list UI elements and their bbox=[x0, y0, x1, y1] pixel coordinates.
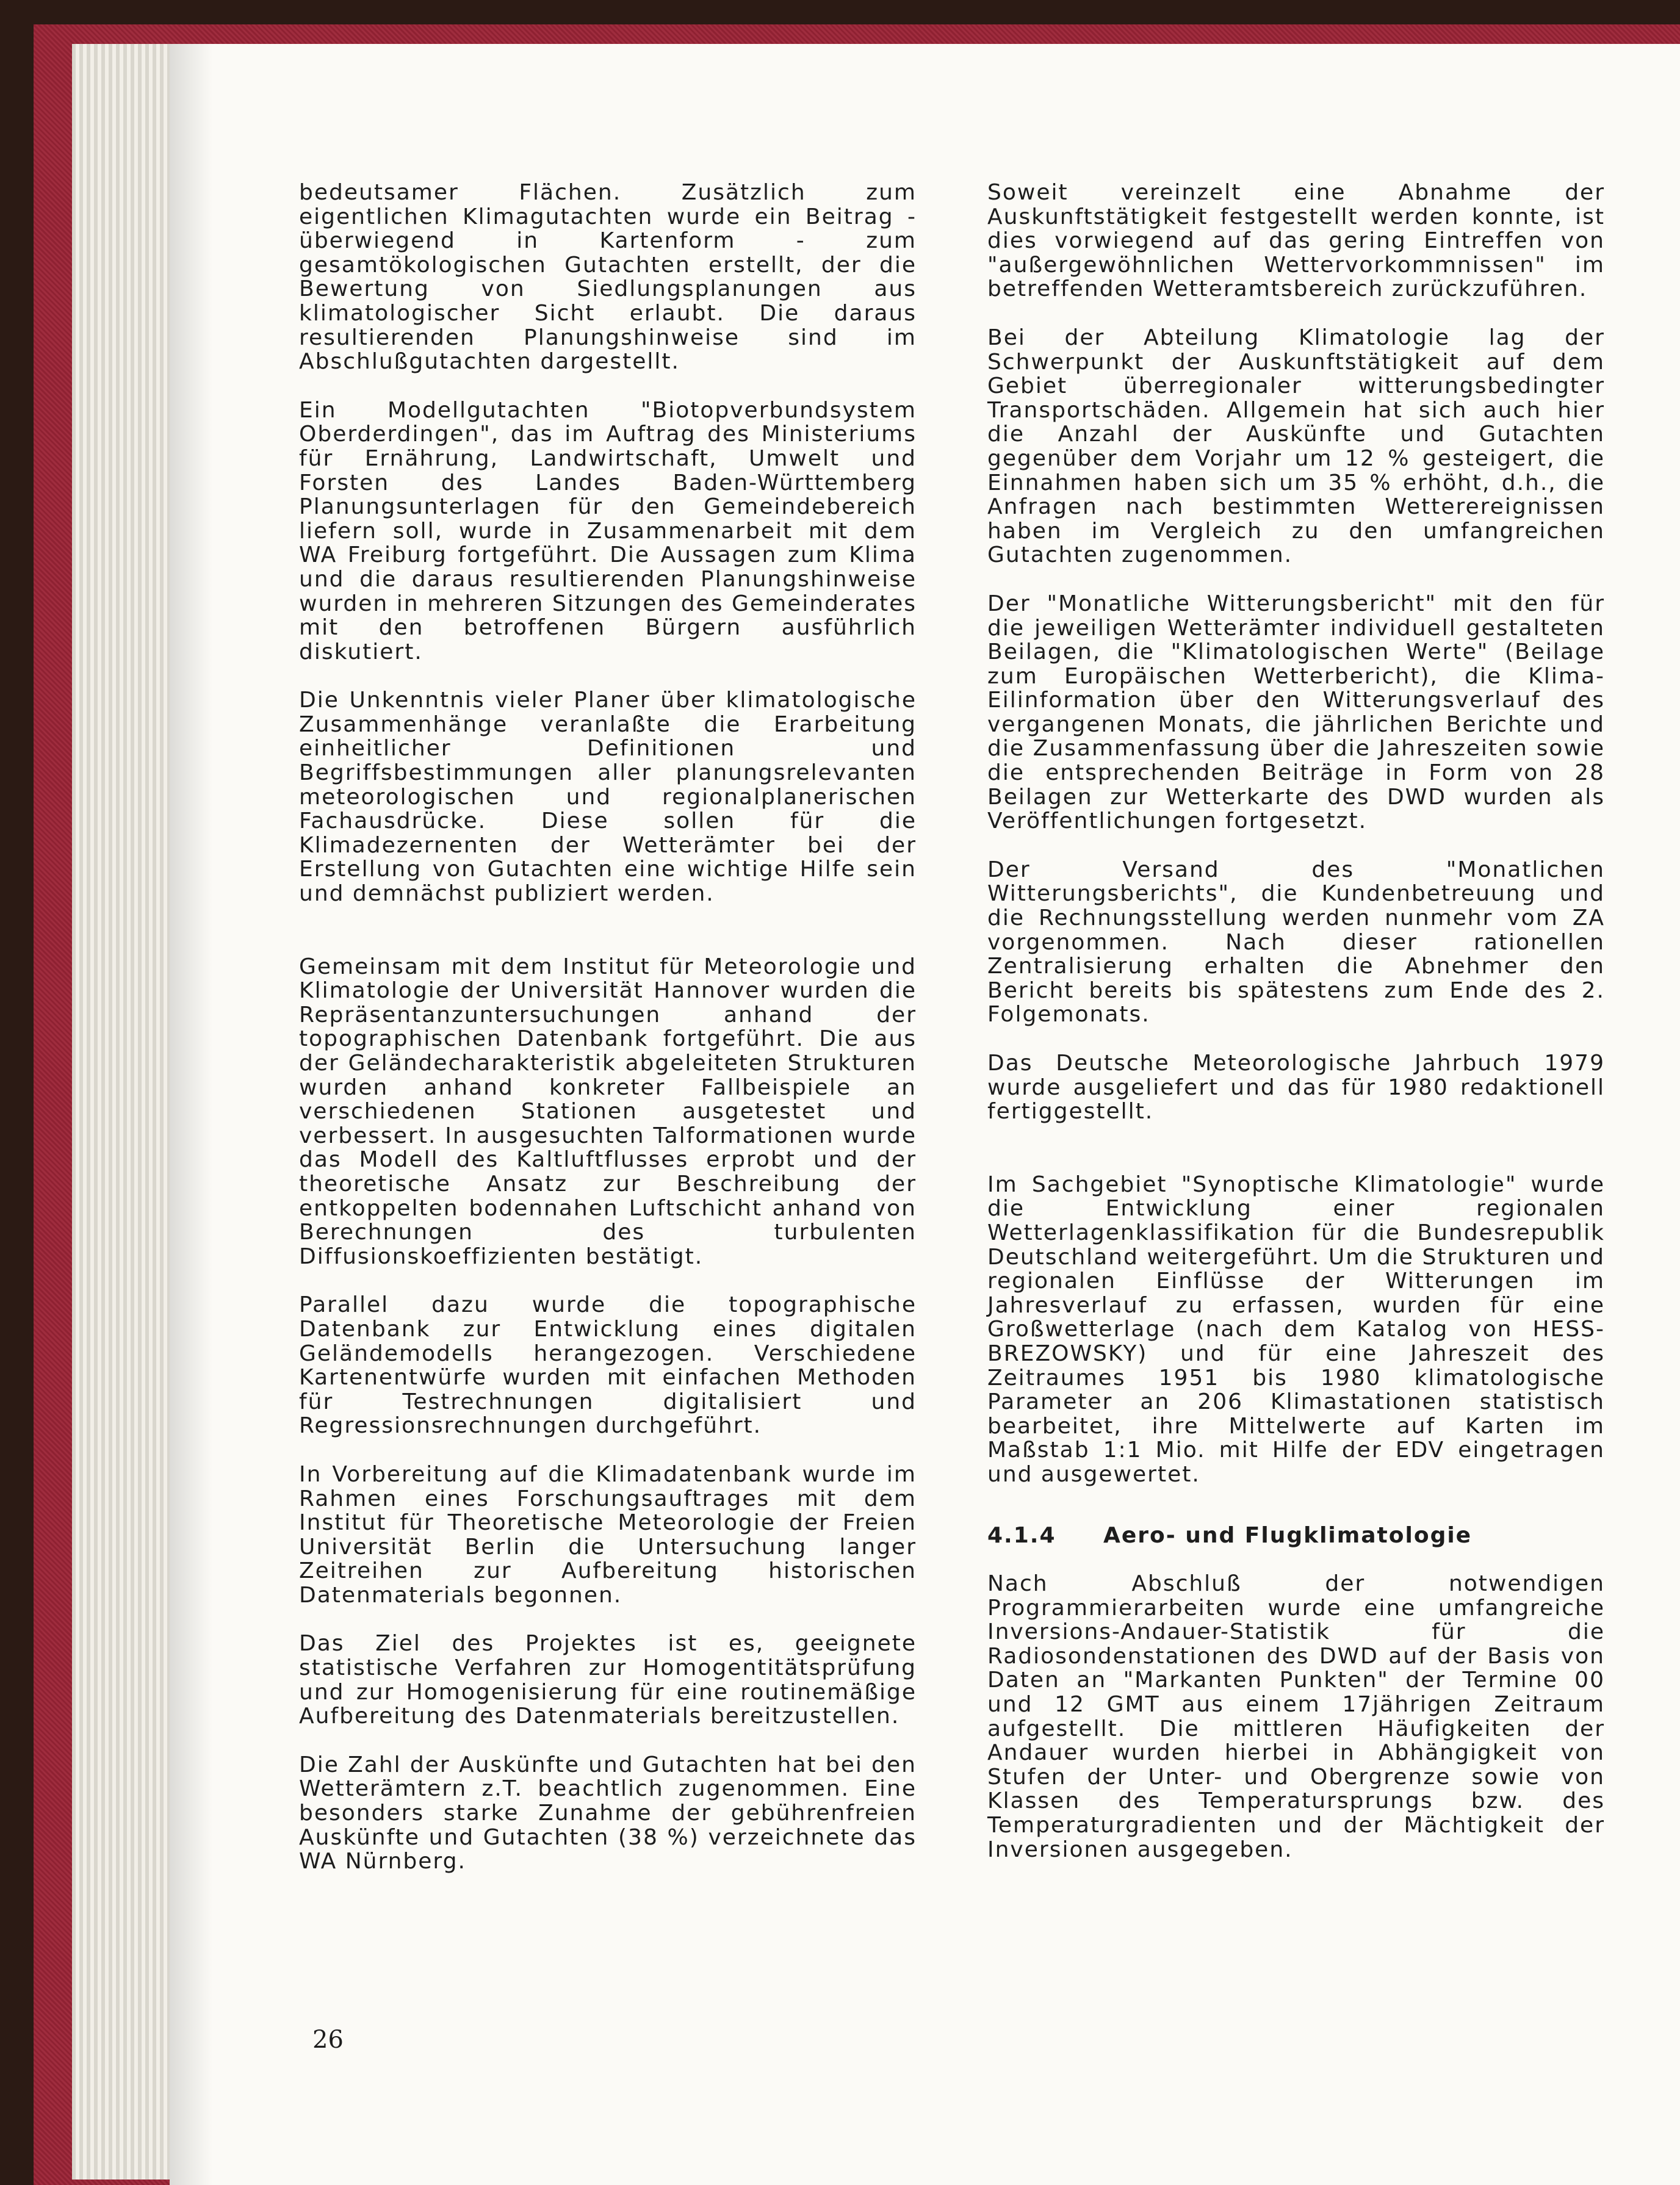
paragraph: Das Ziel des Projektes ist es, geeignete statistische Verfahren zur Homogentitätsprüfung und zur Homogenisierung für eine routinemäßige Aufbereitung des Datenmaterials bereitzustellen. bbox=[299, 1631, 917, 1729]
section-number: 4.1.4 bbox=[987, 1522, 1056, 1548]
paragraph: Im Sachgebiet "Synoptische Klimatologie" wurde die Entwicklung einer regionalen Wetterlagenklassifikation für die Bundesrepublik Deutschland weitergeführt. Um die Strukturen und regionalen Einflüsse der Witterungen im Jahresverlauf zu erfassen, wurden für eine Großwetterlage (nach dem Katalog von HESS-BREZOWSKY) und für eine Jahreszeit des Zeitraumes 1951 bis 1980 klimatologische Parameter an 206 Klimastationen statistisch bearbeitet, ihre Mittelwerte auf Karten im Maßstab 1:1 Mio. mit Hilfe der EDV eingetragen und ausgewertet. bbox=[987, 1172, 1605, 1487]
paragraph: Der Versand des "Monatlichen Witterungsberichts", die Kundenbetreuung und die Rechnungsstellung werden nunmehr vom ZA vorgenommen. Nach dieser rationellen Zentralisierung erhalten die Abnehmer den Bericht bereits bis spätestens zum Ende des 2. Folgemonats. bbox=[987, 857, 1605, 1028]
left-text-column bbox=[299, 181, 917, 1898]
paragraph: Parallel dazu wurde die topographische Datenbank zur Entwicklung eines digitalen Geländemodells herangezogen. Verschiedene Kartenentwürfe wurden mit einfachen Methoden für Testrechnungen digitalisiert und Regressionsrechnungen durchgeführt. bbox=[299, 1292, 917, 1439]
section-title: Aero- und Flugklimatologie bbox=[1103, 1522, 1473, 1548]
paragraph: Das Deutsche Meteorologische Jahrbuch 1979 wurde ausgeliefert und das für 1980 redaktionell fertiggestellt. bbox=[987, 1051, 1605, 1125]
paragraph: Ein Modellgutachten "Biotopverbundsystem Oberderdingen", das im Auftrag des Ministeriums für Ernährung, Landwirtschaft, Umwelt und Forsten des Landes Baden-Württemberg Planungsunterlagen für den Gemeindebereich liefern soll, wurde in Zusammenarbeit mit dem WA Freiburg fortgeführt. Die Aussagen zum Klima und die daraus resultierenden Planungshinweise wurden in mehreren Sitzungen des Gemeinderates mit den betroffenen Bürgern ausführlich diskutiert. bbox=[299, 397, 917, 664]
paragraph: Die Zahl der Auskünfte und Gutachten hat bei den Wetterämtern z.T. beachtlich zugenommen. Eine besonders starke Zunahme der gebührenfreien Auskünfte und Gutachten (38 %) verzeichnete das WA Nürnberg. bbox=[299, 1752, 917, 1874]
page-stack-edge bbox=[72, 44, 182, 2180]
paragraph: Gemeinsam mit dem Institut für Meteorologie und Klimatologie der Universität Hannover wurden die Repräsentanzuntersuchungen anhand der topographischen Datenbank fortgeführt. Die aus der Geländecharakteristik abgeleiteten Strukturen wurden anhand konkreter Fallbeispiele an verschiedenen Stationen ausgetestet und verbessert. In ausgesuchten Talformationen wurde das Modell des Kaltluftflusses erprobt und der theoretische Ansatz zur Beschreibung der entkoppelten bodennahen Luftschicht anhand von Berechnungen des turbulenten Diffusionskoeffizienten bestätigt. bbox=[299, 954, 917, 1269]
section-heading bbox=[987, 1524, 1605, 1548]
paragraph: In Vorbereitung auf die Klimadatenbank wurde im Rahmen eines Forschungsauftrages mit dem Institut für Theoretische Meteorologie der Freien Universität Berlin die Untersuchung langer Zeitreihen zur Aufbereitung historischen Datenmaterials begonnen. bbox=[299, 1461, 917, 1608]
paragraph: Die Unkenntnis vieler Planer über klimatologische Zusammenhänge veranlaßte die Erarbeitung einheitlicher Definitionen und Begriffsbestimmungen aller planungsrelevanten meteorologischen und regionalplanerischen Fachausdrücke. Diese sollen für die Klimadezernenten der Wetterämter bei der Erstellung von Gutachten eine wichtige Hilfe sein und demnächst publiziert werden. bbox=[299, 688, 917, 907]
paragraph: Der "Monatliche Witterungsbericht" mit den für die jeweiligen Wetterämter individuell gestalteten Beilagen, die "Klimatologischen Werte" (Beilage zum Europäischen Wetterbericht), die Klima-Eilinformation über den Witterungsverlauf des vergangenen Monats, die jährlichen Berichte und die Zusammenfassung über die Jahreszeiten sowie die entsprechenden Beiträge in Form von 28 Beilagen zur Wetterkarte des DWD wurden als Veröffentlichungen fortgesetzt. bbox=[987, 591, 1605, 834]
paragraph: bedeutsamer Flächen. Zusätzlich zum eigentlichen Klimagutachten wurde ein Beitrag - überwiegend in Kartenform - zum gesamtökologischen Gutachten erstellt, der die Bewertung von Siedlungsplanungen aus klimatologischer Sicht erlaubt. Die daraus resultierenden Planungshinweise sind im Abschlußgutachten dargestellt. bbox=[299, 180, 917, 375]
right-text-column bbox=[987, 181, 1605, 1886]
paragraph: Nach Abschluß der notwendigen Programmierarbeiten wurde eine umfangreiche Inversions-Andauer-Statistik für die Radiosondenstationen des DWD auf der Basis von Daten an "Markanten Punkten" der Termine 00 und 12 GMT aus einem 17jährigen Zeitraum aufgestellt. Die mittleren Häufigkeiten der Andauer wurden hierbei in Abhängigkeit von Stufen der Unter- und Obergrenze sowie von Klassen des Temperatursprungs bzw. des Temperaturgradienten und der Mächtigkeit der Inversionen ausgegeben. bbox=[987, 1571, 1605, 1862]
paragraph: Soweit vereinzelt eine Abnahme der Auskunftstätigkeit festgestellt werden konnte, ist dies vorwiegend auf das gering Eintreffen von "außergewöhnlichen Wettervorkommnissen" im betreffenden Wetteramtsbereich zurückzuführen. bbox=[987, 180, 1605, 302]
gutter-shadow bbox=[170, 44, 212, 2185]
paragraph: Bei der Abteilung Klimatologie lag der Schwerpunkt der Auskunftstätigkeit auf dem Gebiet überregionaler witterungsbedingter Transportschäden. Allgemein hat sich auch hier die Anzahl der Auskünfte und Gutachten gegenüber dem Vorjahr um 12 % gesteigert, die Einnahmen haben sich um 35 % erhöht, d.h., die Anfragen nach bestimmten Wetterereignissen haben im Vergleich zu den umfangreichen Gutachten zugenommen. bbox=[987, 325, 1605, 568]
page-number: 26 bbox=[312, 2026, 344, 2054]
